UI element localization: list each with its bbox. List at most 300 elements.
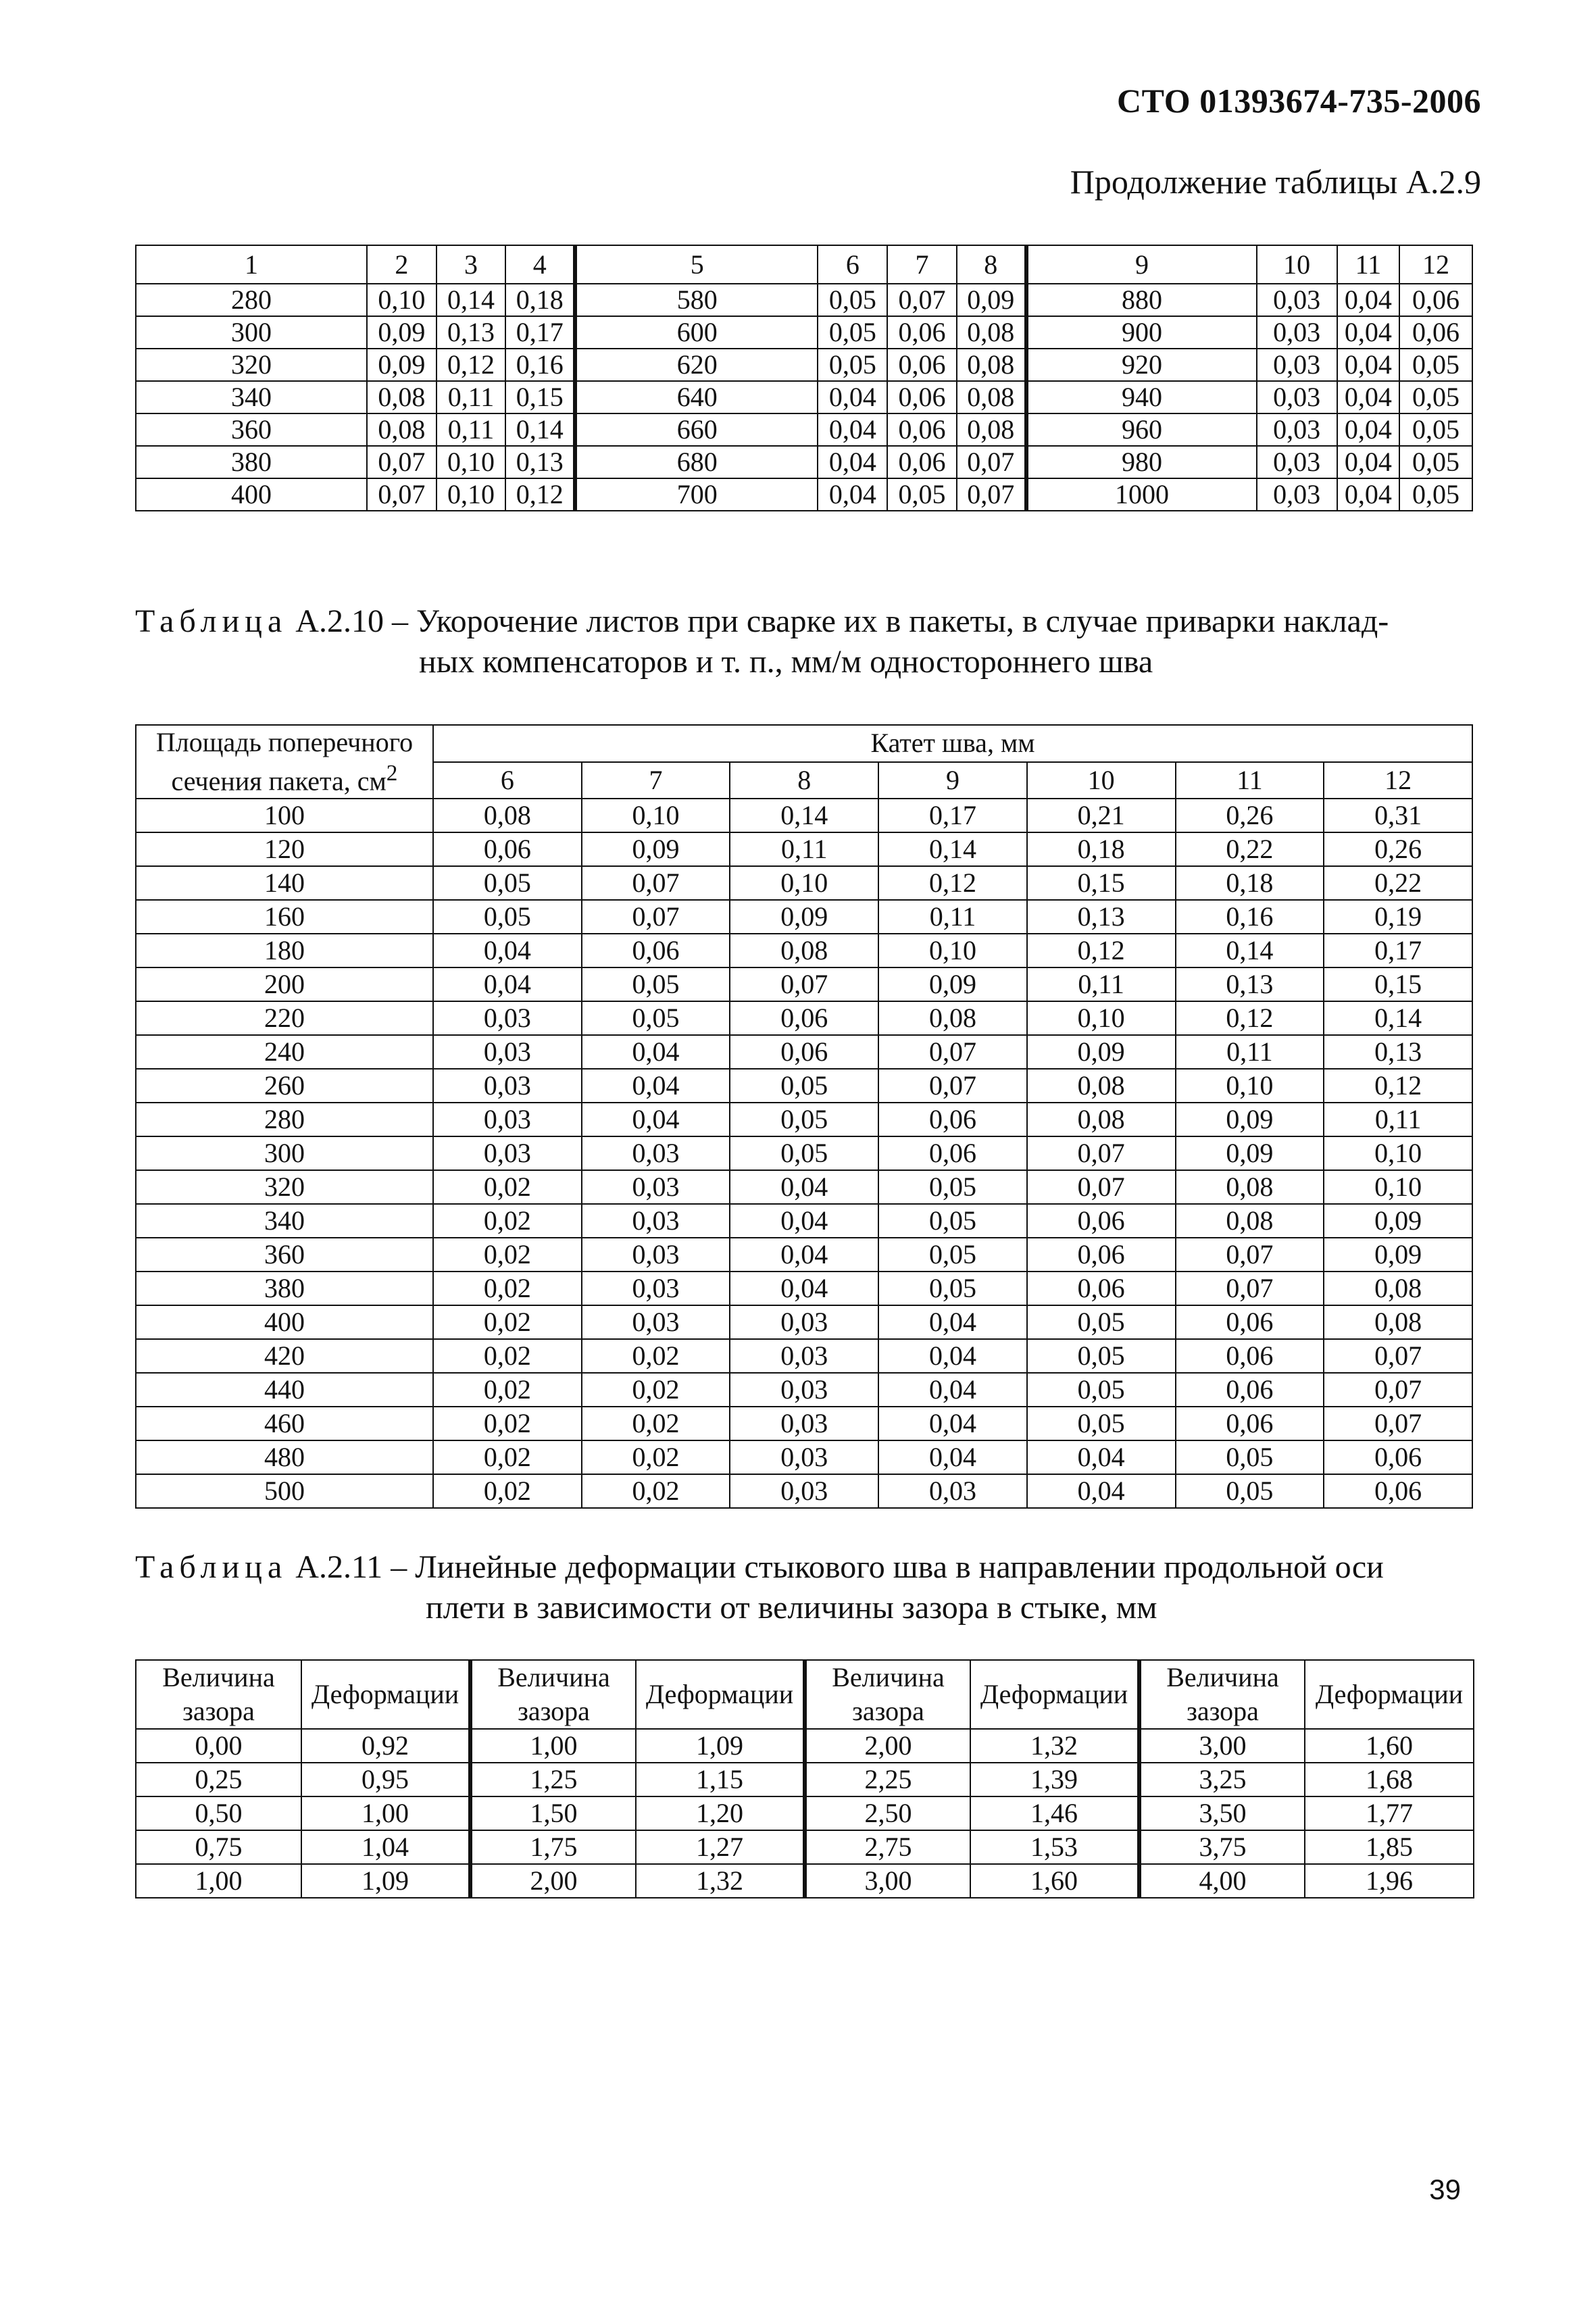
weld-leg-value: 12 [1324, 762, 1472, 799]
table-cell: 0,06 [887, 381, 957, 413]
table-cell: 440 [136, 1373, 433, 1407]
table-cell: 0,06 [887, 349, 957, 381]
table-cell: 0,07 [582, 900, 730, 934]
table-cell: 0,02 [582, 1474, 730, 1508]
table-cell: 1,96 [1305, 1864, 1474, 1898]
table-cell: 0,03 [1257, 446, 1337, 478]
table-cell: 0,07 [878, 1069, 1027, 1103]
table-cell: 0,18 [1176, 866, 1324, 900]
column-header: Величина зазора [470, 1660, 636, 1729]
table-cell: 0,02 [433, 1339, 582, 1373]
table-cell: 4,00 [1139, 1864, 1305, 1898]
table-cell: 0,03 [582, 1305, 730, 1339]
table-cell: 1,20 [636, 1796, 805, 1830]
table-cell: 0,06 [582, 934, 730, 967]
table-cell: 220 [136, 1001, 433, 1035]
table-cell: 0,03 [730, 1339, 878, 1373]
table-cell: 0,06 [1176, 1305, 1324, 1339]
weld-leg-value: 9 [878, 762, 1027, 799]
table-cell: 0,75 [136, 1830, 301, 1864]
table-cell: 1,15 [636, 1763, 805, 1796]
table-cell: 360 [136, 413, 367, 446]
table-cell: 0,04 [878, 1440, 1027, 1474]
table-cell: 0,07 [1324, 1407, 1472, 1440]
table-cell: 0,05 [433, 866, 582, 900]
table-row [136, 1069, 1472, 1103]
table-row [136, 1830, 1474, 1864]
table-cell: 0,50 [136, 1796, 301, 1830]
table-cell: 0,08 [1027, 1103, 1176, 1136]
table-cell: 700 [575, 478, 818, 511]
table-cell: 0,26 [1176, 799, 1324, 832]
column-header: 2 [367, 245, 437, 284]
table-cell: 0,02 [433, 1238, 582, 1272]
table-row [136, 1474, 1472, 1508]
table-cell: 3,00 [805, 1864, 970, 1898]
table-cell: 0,03 [433, 1069, 582, 1103]
table-cell: 340 [136, 381, 367, 413]
table-cell: 0,10 [1324, 1170, 1472, 1204]
table-cell: 0,02 [582, 1373, 730, 1407]
table-header-row [136, 245, 1472, 284]
table-cell: 0,10 [1324, 1136, 1472, 1170]
table-a29 [135, 245, 1473, 511]
table-cell: 0,07 [1027, 1136, 1176, 1170]
table-cell: 0,07 [887, 284, 957, 316]
table-cell: 0,06 [1027, 1272, 1176, 1305]
table-cell: 0,04 [1337, 413, 1399, 446]
table-row [136, 1763, 1474, 1796]
table-cell: 0,05 [818, 349, 887, 381]
table-cell: 1,75 [470, 1830, 636, 1864]
caption-text-line1: – Линейные деформации стыкового шва в направлении продольной оси [382, 1549, 1384, 1585]
caption-text-line1: – Укорочение листов при сварке их в пакеты, в случае приварки наклад- [383, 603, 1389, 639]
table-row [136, 1103, 1472, 1136]
table-cell: 0,92 [301, 1729, 470, 1763]
table-cell: 0,17 [878, 799, 1027, 832]
table-row [136, 1204, 1472, 1238]
table-cell: 100 [136, 799, 433, 832]
table-row [136, 284, 1472, 316]
table-a210 [135, 724, 1473, 1509]
table-cell: 0,07 [1324, 1373, 1472, 1407]
table-cell: 0,11 [878, 900, 1027, 934]
table-cell: 0,04 [582, 1069, 730, 1103]
table-cell: 0,10 [1176, 1069, 1324, 1103]
table-cell: 0,06 [433, 832, 582, 866]
table-cell: 0,07 [367, 446, 437, 478]
table-cell: 0,06 [1176, 1339, 1324, 1373]
table-cell: 0,10 [582, 799, 730, 832]
table-row [136, 934, 1472, 967]
table-cell: 0,04 [1337, 446, 1399, 478]
table-cell: 0,03 [730, 1305, 878, 1339]
table-continuation-title: Продолжение таблицы А.2.9 [1070, 163, 1481, 201]
table-row [136, 1035, 1472, 1069]
table-cell: 1,46 [970, 1796, 1139, 1830]
table-cell: 0,02 [433, 1474, 582, 1508]
table-row [136, 1373, 1472, 1407]
table-cell: 0,05 [1027, 1407, 1176, 1440]
table-cell: 960 [1026, 413, 1257, 446]
table-cell: 0,05 [878, 1170, 1027, 1204]
table-cell: 0,02 [433, 1407, 582, 1440]
table-cell: 0,04 [1337, 478, 1399, 511]
table-cell: 0,05 [878, 1204, 1027, 1238]
table-cell: 880 [1026, 284, 1257, 316]
table-a211-caption [135, 1547, 1473, 1628]
table-cell: 620 [575, 349, 818, 381]
table-cell: 1,60 [1305, 1729, 1474, 1763]
table-cell: 0,13 [437, 316, 506, 349]
table-cell: 0,04 [818, 413, 887, 446]
table-cell: 0,04 [818, 446, 887, 478]
table-cell: 0,08 [367, 381, 437, 413]
table-cell: 300 [136, 316, 367, 349]
table-cell: 160 [136, 900, 433, 934]
table-cell: 0,02 [433, 1440, 582, 1474]
table-cell: 480 [136, 1440, 433, 1474]
table-cell: 0,11 [1176, 1035, 1324, 1069]
table-cell: 0,03 [878, 1474, 1027, 1508]
column-header: 11 [1337, 245, 1399, 284]
table-cell: 0,02 [433, 1170, 582, 1204]
table-cell: 0,06 [1399, 316, 1472, 349]
table-cell: 0,08 [730, 934, 878, 967]
column-header: 8 [957, 245, 1026, 284]
table-cell: 2,00 [805, 1729, 970, 1763]
table-cell: 1,53 [970, 1830, 1139, 1864]
table-a211 [135, 1659, 1474, 1898]
table-cell: 500 [136, 1474, 433, 1508]
table-cell: 120 [136, 832, 433, 866]
document-code: СТО 01393674-735-2006 [1117, 82, 1481, 120]
table-cell: 0,05 [818, 284, 887, 316]
table-cell: 0,08 [1176, 1170, 1324, 1204]
table-cell: 920 [1026, 349, 1257, 381]
table-cell: 0,16 [1176, 900, 1324, 934]
table-cell: 0,05 [433, 900, 582, 934]
table-cell: 0,10 [1027, 1001, 1176, 1035]
table-cell: 0,11 [437, 381, 506, 413]
table-cell: 3,25 [1139, 1763, 1305, 1796]
table-cell: 0,04 [878, 1339, 1027, 1373]
table-cell: 0,12 [437, 349, 506, 381]
table-row [136, 900, 1472, 934]
table-cell: 0,09 [582, 832, 730, 866]
table-cell: 0,03 [433, 1035, 582, 1069]
table-cell: 0,06 [1176, 1407, 1324, 1440]
table-row [136, 1729, 1474, 1763]
table-cell: 0,06 [1399, 284, 1472, 316]
table-cell: 0,26 [1324, 832, 1472, 866]
table-cell: 1,00 [470, 1729, 636, 1763]
table-cell: 0,07 [1027, 1170, 1176, 1204]
table-cell: 640 [575, 381, 818, 413]
table-cell: 0,04 [1027, 1474, 1176, 1508]
table-cell: 0,03 [582, 1204, 730, 1238]
table-cell: 2,50 [805, 1796, 970, 1830]
column-header: 12 [1399, 245, 1472, 284]
table-cell: 940 [1026, 381, 1257, 413]
column-header: 4 [505, 245, 575, 284]
table-header-row [136, 1660, 1474, 1729]
table-cell: 360 [136, 1238, 433, 1272]
table-cell: 300 [136, 1136, 433, 1170]
table-cell: 0,03 [1257, 478, 1337, 511]
table-cell: 0,04 [730, 1204, 878, 1238]
table-cell: 0,13 [505, 446, 575, 478]
table-cell: 0,16 [505, 349, 575, 381]
table-cell: 0,10 [437, 478, 506, 511]
table-row [136, 1339, 1472, 1373]
table-cell: 1,25 [470, 1763, 636, 1796]
table-row [136, 1305, 1472, 1339]
table-cell: 0,05 [1399, 349, 1472, 381]
table-row [136, 1170, 1472, 1204]
table-cell: 260 [136, 1069, 433, 1103]
table-cell: 0,02 [582, 1407, 730, 1440]
table-cell: 0,13 [1324, 1035, 1472, 1069]
table-cell: 980 [1026, 446, 1257, 478]
table-row [136, 866, 1472, 900]
table-cell: 0,05 [1399, 413, 1472, 446]
table-cell: 0,22 [1176, 832, 1324, 866]
column-header: 7 [887, 245, 957, 284]
table-cell: 0,10 [878, 934, 1027, 967]
table-cell: 0,02 [582, 1339, 730, 1373]
table-cell: 0,06 [730, 1035, 878, 1069]
table-cell: 0,08 [957, 381, 1026, 413]
table-cell: 0,03 [730, 1440, 878, 1474]
table-cell: 460 [136, 1407, 433, 1440]
table-cell: 0,12 [1176, 1001, 1324, 1035]
table-cell: 0,13 [1176, 967, 1324, 1001]
table-cell: 0,06 [1027, 1238, 1176, 1272]
column-header: 9 [1026, 245, 1257, 284]
table-cell: 0,09 [367, 349, 437, 381]
table-cell: 0,09 [1027, 1035, 1176, 1069]
table-cell: 0,11 [1324, 1103, 1472, 1136]
table-cell: 0,03 [1257, 316, 1337, 349]
table-cell: 0,04 [878, 1305, 1027, 1339]
table-cell: 1,09 [301, 1864, 470, 1898]
table-cell: 0,06 [730, 1001, 878, 1035]
table-cell: 0,09 [1176, 1136, 1324, 1170]
column-header: 10 [1257, 245, 1337, 284]
column-header: Величина зазора [136, 1660, 301, 1729]
table-cell: 0,14 [1176, 934, 1324, 967]
column-header: 6 [818, 245, 887, 284]
table-row [136, 1136, 1472, 1170]
table-cell: 0,06 [878, 1103, 1027, 1136]
table-cell: 400 [136, 478, 367, 511]
table-cell: 1,32 [970, 1729, 1139, 1763]
table-cell: 2,75 [805, 1830, 970, 1864]
weld-leg-value: 11 [1176, 762, 1324, 799]
table-cell: 0,03 [582, 1136, 730, 1170]
table-cell: 0,04 [433, 934, 582, 967]
table-cell: 0,09 [1324, 1204, 1472, 1238]
table-cell: 0,03 [433, 1136, 582, 1170]
table-cell: 0,03 [1257, 284, 1337, 316]
table-row [136, 1272, 1472, 1305]
table-cell: 0,09 [1176, 1103, 1324, 1136]
table-cell: 0,03 [1257, 349, 1337, 381]
table-cell: 1,27 [636, 1830, 805, 1864]
table-cell: 0,08 [367, 413, 437, 446]
table-cell: 1,77 [1305, 1796, 1474, 1830]
table-cell: 280 [136, 284, 367, 316]
table-cell: 0,07 [582, 866, 730, 900]
table-cell: 0,11 [1027, 967, 1176, 1001]
table-cell: 0,07 [1176, 1272, 1324, 1305]
table-cell: 0,03 [582, 1170, 730, 1204]
table-cell: 0,14 [437, 284, 506, 316]
table-cell: 0,03 [730, 1474, 878, 1508]
table-row [136, 1238, 1472, 1272]
table-cell: 0,03 [433, 1103, 582, 1136]
caption-text-line2: ных компенсаторов и т. п., мм/м одностороннего шва [419, 644, 1153, 680]
table-cell: 0,03 [582, 1238, 730, 1272]
table-row [136, 1864, 1474, 1898]
table-cell: 0,08 [957, 413, 1026, 446]
table-cell: 0,07 [957, 446, 1026, 478]
column-header: Деформации [1305, 1660, 1474, 1729]
table-cell: 180 [136, 934, 433, 967]
table-cell: 0,02 [433, 1272, 582, 1305]
table-cell: 0,03 [1257, 381, 1337, 413]
table-row [136, 799, 1472, 832]
table-cell: 0,06 [887, 413, 957, 446]
table-cell: 0,25 [136, 1763, 301, 1796]
table-row [136, 478, 1472, 511]
table-cell: 0,12 [1027, 934, 1176, 967]
table-cell: 0,09 [730, 900, 878, 934]
table-cell: 0,17 [1324, 934, 1472, 967]
table-cell: 0,21 [1027, 799, 1176, 832]
table-cell: 0,04 [582, 1103, 730, 1136]
table-cell: 240 [136, 1035, 433, 1069]
table-cell: 0,08 [1027, 1069, 1176, 1103]
table-cell: 0,11 [437, 413, 506, 446]
weld-leg-header: Катет шва, мм [433, 725, 1472, 762]
table-cell: 0,05 [1399, 381, 1472, 413]
table-cell: 0,04 [818, 478, 887, 511]
table-cell: 0,09 [957, 284, 1026, 316]
weld-leg-value: 10 [1027, 762, 1176, 799]
table-cell: 0,05 [818, 316, 887, 349]
table-cell: 0,05 [582, 967, 730, 1001]
column-header: 3 [437, 245, 506, 284]
table-row [136, 316, 1472, 349]
table-cell: 0,08 [878, 1001, 1027, 1035]
table-cell: 0,06 [887, 446, 957, 478]
table-cell: 0,09 [1324, 1238, 1472, 1272]
page-number: 39 [1429, 2173, 1461, 2205]
table-row [136, 967, 1472, 1001]
table-cell: 0,03 [1257, 413, 1337, 446]
table-cell: 0,04 [1337, 316, 1399, 349]
table-cell: 0,12 [505, 478, 575, 511]
table-cell: 0,06 [1324, 1440, 1472, 1474]
table-cell: 0,15 [1027, 866, 1176, 900]
table-cell: 1000 [1026, 478, 1257, 511]
table-cell: 380 [136, 1272, 433, 1305]
table-cell: 0,18 [1027, 832, 1176, 866]
table-cell: 0,08 [957, 349, 1026, 381]
table-cell: 0,05 [1027, 1373, 1176, 1407]
table-cell: 0,05 [1399, 446, 1472, 478]
table-cell: 3,50 [1139, 1796, 1305, 1830]
column-header: Величина зазора [1139, 1660, 1305, 1729]
table-label: Таблица [135, 1549, 288, 1585]
table-cell: 0,04 [582, 1035, 730, 1069]
table-row [136, 446, 1472, 478]
table-cell: 1,85 [1305, 1830, 1474, 1864]
table-cell: 2,25 [805, 1763, 970, 1796]
table-cell: 0,12 [878, 866, 1027, 900]
table-cell: 0,00 [136, 1729, 301, 1763]
table-cell: 0,05 [1176, 1474, 1324, 1508]
table-cell: 0,04 [730, 1170, 878, 1204]
table-cell: 0,04 [730, 1272, 878, 1305]
table-cell: 0,12 [1324, 1069, 1472, 1103]
table-cell: 0,15 [505, 381, 575, 413]
table-cell: 1,00 [136, 1864, 301, 1898]
weld-leg-value: 6 [433, 762, 582, 799]
table-cell: 0,09 [878, 967, 1027, 1001]
table-cell: 1,39 [970, 1763, 1139, 1796]
caption-text-line2: плети в зависимости от величины зазора в стыке, мм [426, 1590, 1157, 1626]
table-cell: 0,19 [1324, 900, 1472, 934]
table-cell: 0,07 [878, 1035, 1027, 1069]
table-cell: 0,07 [367, 478, 437, 511]
table-cell: 0,05 [1176, 1440, 1324, 1474]
table-cell: 0,03 [730, 1407, 878, 1440]
table-cell: 280 [136, 1103, 433, 1136]
table-cell: 0,05 [1399, 478, 1472, 511]
table-cell: 0,08 [1324, 1272, 1472, 1305]
table-cell: 0,18 [505, 284, 575, 316]
table-cell: 340 [136, 1204, 433, 1238]
table-cell: 600 [575, 316, 818, 349]
column-header: Деформации [970, 1660, 1139, 1729]
table-cell: 0,09 [367, 316, 437, 349]
table-cell: 420 [136, 1339, 433, 1373]
table-cell: 0,05 [730, 1136, 878, 1170]
table-cell: 1,32 [636, 1864, 805, 1898]
table-cell: 0,05 [887, 478, 957, 511]
table-cell: 0,04 [878, 1373, 1027, 1407]
table-row [136, 349, 1472, 381]
table-cell: 0,15 [1324, 967, 1472, 1001]
table-cell: 0,03 [582, 1272, 730, 1305]
table-cell: 1,09 [636, 1729, 805, 1763]
table-row [136, 1440, 1472, 1474]
table-cell: 200 [136, 967, 433, 1001]
table-cell: 0,06 [1324, 1474, 1472, 1508]
table-cell: 0,14 [878, 832, 1027, 866]
table-cell: 0,07 [730, 967, 878, 1001]
table-cell: 0,06 [1027, 1204, 1176, 1238]
table-cell: 0,05 [1027, 1339, 1176, 1373]
table-header-row [136, 725, 1472, 762]
table-cell: 0,04 [1027, 1440, 1176, 1474]
table-cell: 0,08 [1176, 1204, 1324, 1238]
table-cell: 0,08 [1324, 1305, 1472, 1339]
table-cell: 0,02 [433, 1373, 582, 1407]
